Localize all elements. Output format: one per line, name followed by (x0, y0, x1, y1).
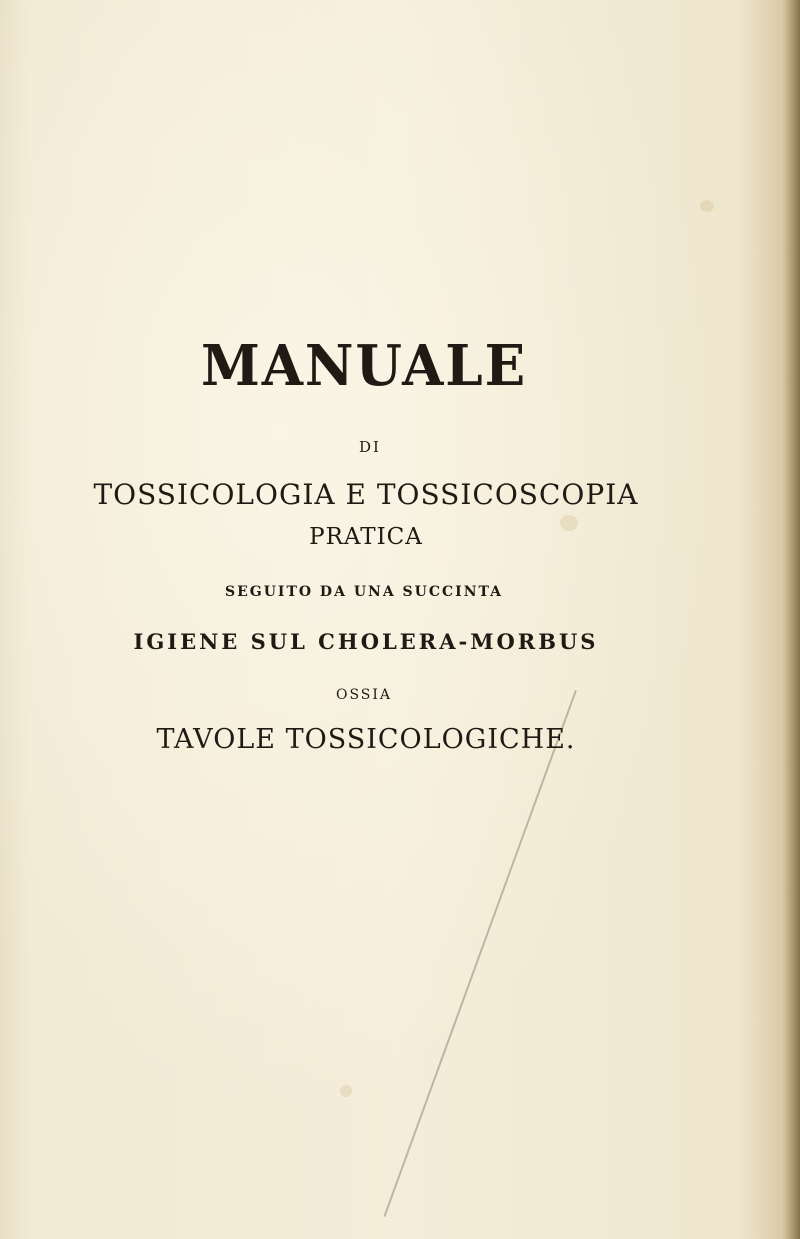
book-subtitle-pratica: PRATICA (309, 524, 423, 550)
ossia-line: OSSIA (335, 687, 393, 703)
book-title: MANUALE (200, 333, 528, 399)
connector-line: SEGUITO DA UNA SUCCINTA (224, 584, 504, 600)
page-crease (383, 690, 576, 1217)
preposition-di: DI (359, 438, 381, 456)
foxing-spot (340, 1085, 352, 1097)
foxing-spot (700, 200, 714, 212)
tavole-line: TAVOLE TOSSICOLOGICHE. (156, 724, 576, 755)
book-subtitle: TOSSICOLOGIA E TOSSICOSCOPIA (93, 478, 639, 511)
page-edge (782, 0, 800, 1239)
igiene-line: IGIENE SUL CHOLERA-MORBUS (133, 629, 599, 654)
